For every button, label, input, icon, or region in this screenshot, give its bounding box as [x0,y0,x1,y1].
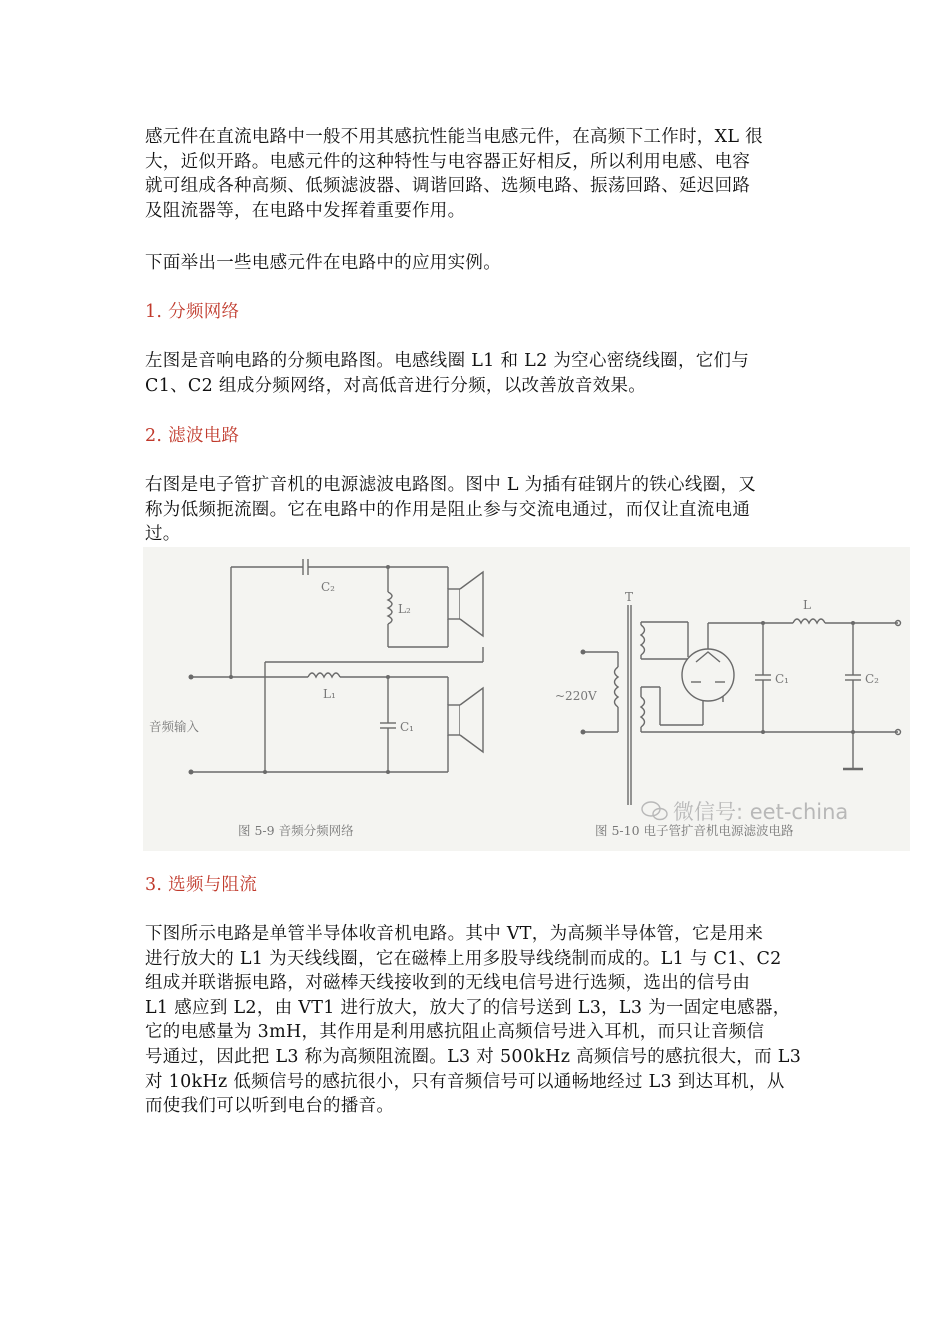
figure-5-10-caption: 图 5-10 电子管扩音机电源滤波电路 [595,823,794,838]
watermark-text: 微信号: eet-china [673,800,849,824]
section-3-line-5: 它的电感量为 3mH，其作用是利用感抗阻止高频信号进入耳机，而只让音频信 [145,1022,765,1043]
intro-line-4: 及阻流器等，在电路中发挥着重要作用。 [145,200,466,221]
intro-line-1: 感元件在直流电路中一般不用其感抗性能当电感元件，在高频下工作时，XL 很 [145,127,763,147]
section-3-paragraph [145,922,805,1119]
label-c2-right: C₂ [865,672,879,686]
section-3-line-3: 组成并联谐振电路，对磁棒天线接收到的无线电信号进行选频，选出的信号由 [145,973,751,994]
figure-5-9-caption: 图 5-9 音频分频网络 [238,823,354,838]
section-3-line-2: 进行放大的 L1 为天线线圈，它在磁棒上用多股导线绕制而成的。L1 与 C1、C2 [145,948,782,969]
section-3-line-8: 而使我们可以听到电台的播音。 [145,1096,395,1117]
intro-line-2: 大，近似开路。电感元件的这种特性与电容器正好相反，所以利用电感、电容 [145,151,751,172]
intro-line-3: 就可组成各种高频、低频滤波器、调谐回路、选频电路、振荡回路、延迟回路 [145,176,751,197]
section-3-line-4: L1 感应到 L2，由 VT1 进行放大，放大了的信号送到 L3，L3 为一固定电感器， [145,997,791,1018]
section-2-line-1: 右图是电子管扩音机的电源滤波电路图。图中 L 为插有硅钢片的铁心线圈，又 [145,475,757,495]
crossover-circuit [191,559,483,772]
section-2-heading: 2. 滤波电路 [145,426,240,446]
section-1-heading: 1. 分频网络 [145,302,240,322]
voltage-label: ~220V [555,689,597,703]
intro-paragraph [145,125,805,223]
label-l-choke: L [803,598,811,612]
section-1-paragraph [145,349,805,398]
label-l1: L₁ [323,687,336,701]
circuit-diagrams [143,547,910,851]
section-3-line-1: 下图所示电路是单管半导体收音机电路。其中 VT，为高频半导体管，它是用来 [145,924,764,944]
section-1-line-2: C1、C2 组成分频网络，对高低音进行分频，以改善放音效果。 [145,375,647,396]
label-c1-right: C₁ [775,672,789,686]
examples-intro: 下面举出一些电感元件在电路中的应用实例。 [145,253,501,273]
wechat-icon [642,802,667,820]
section-2-paragraph [145,473,805,547]
section-2-line-3: 过。 [145,524,181,545]
label-c1-left: C₁ [400,720,414,734]
section-2-line-2: 称为低频扼流圈。它在电路中的作用是阻止参与交流电通过，而仅让直流电通 [145,499,751,520]
section-1-line-1: 左图是音响电路的分频电路图。电感线圈 L1 和 L2 为空心密绕线圈，它们与 [145,351,750,371]
audio-input-label: 音频输入 [149,719,200,734]
circuit-figure [143,547,910,851]
label-l2: L₂ [398,602,411,616]
label-t: T [625,590,634,604]
section-3-heading: 3. 选频与阻流 [145,875,258,895]
filter-circuit [583,605,898,805]
label-c2-left: C₂ [321,580,335,594]
section-3-line-7: 对 10kHz 低频信号的感抗很小，只有音频信号可以通畅地经过 L3 到达耳机，从 [145,1071,785,1092]
section-3-line-6: 号通过，因此把 L3 称为高频阻流圈。L3 对 500kHz 高频信号的感抗很大，而 L3 [145,1046,802,1067]
